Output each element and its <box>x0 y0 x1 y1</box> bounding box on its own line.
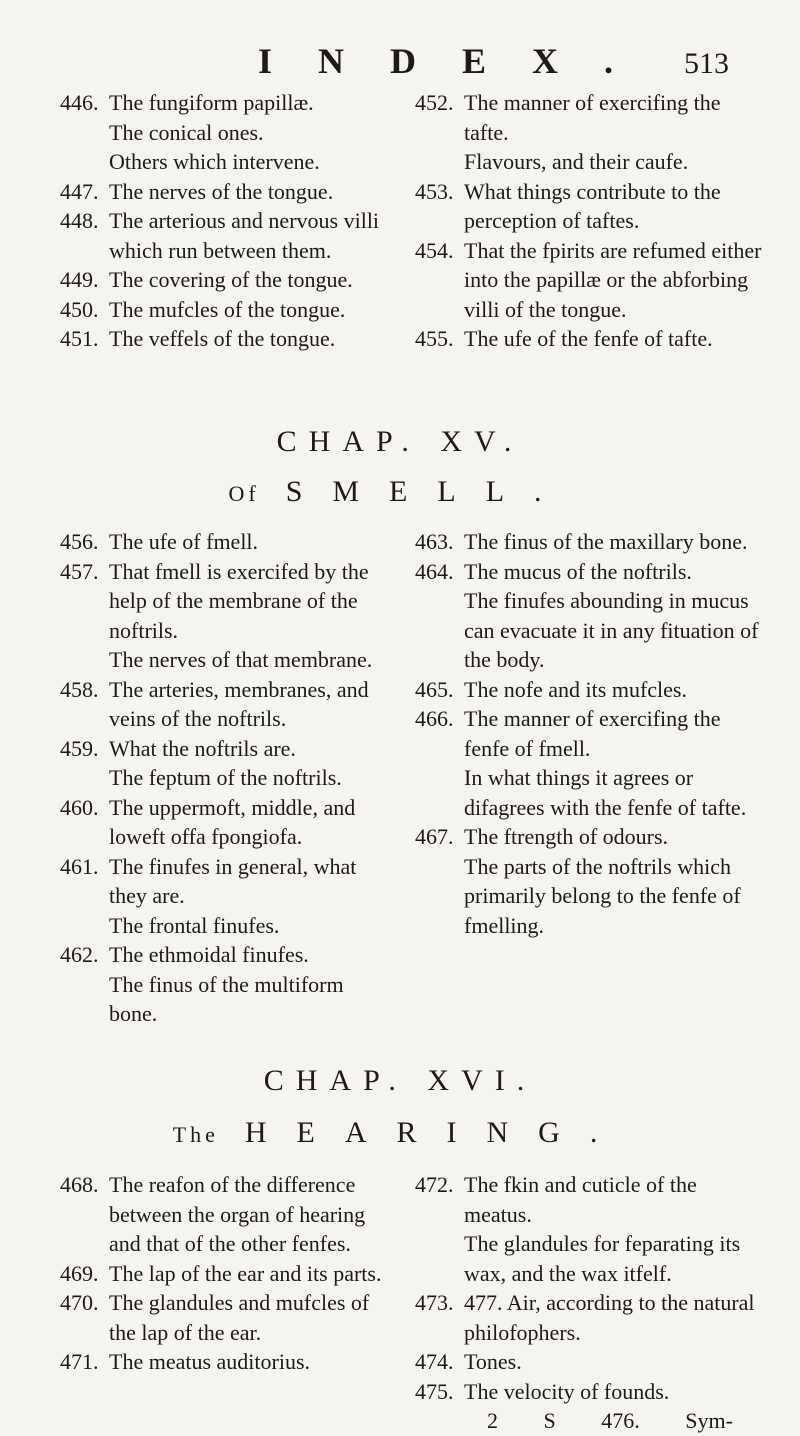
index-entry <box>415 675 765 705</box>
index-entry <box>60 1288 390 1347</box>
entry-text: The covering of the tongue. <box>109 267 353 292</box>
index-entry <box>60 177 390 207</box>
entry-text: The ftrength of odours. <box>464 824 669 849</box>
entry-number: 475. <box>415 1378 454 1404</box>
index-entry <box>60 324 390 354</box>
entry-subtopic: The finus of the multiform bone. <box>109 971 344 1026</box>
entry-text: 477. Air, according to the natural philofophers. <box>464 1290 755 1345</box>
entry-text: The ethmoidal finufes. <box>109 942 309 967</box>
entry-number: 447. <box>60 178 99 204</box>
entry-number: 449. <box>60 267 99 292</box>
running-head <box>0 36 800 86</box>
index-entry <box>415 177 765 236</box>
index-entry <box>60 527 390 557</box>
index-entry <box>415 1377 765 1407</box>
index-entry <box>60 852 390 911</box>
index-entry <box>415 1288 765 1347</box>
entry-text: The finufes in general, what they are. <box>109 853 357 908</box>
entry-number: 448. <box>60 208 99 233</box>
entry-subtopic: The feptum of the noftrils. <box>109 765 342 790</box>
index-entry <box>60 940 390 970</box>
entry-number: 464. <box>415 558 454 584</box>
entry-text: The finus of the maxillary bone. <box>464 529 748 554</box>
column-left <box>60 88 390 354</box>
entry-number: 452. <box>415 90 454 115</box>
entry-number: 463. <box>415 529 454 554</box>
index-entry <box>60 1170 390 1259</box>
entry-number: 471. <box>60 1349 99 1374</box>
entry-subtopic: The finufes abounding in mucus can evacuate it in any fituation of the body. <box>464 588 759 672</box>
entry-text: The fungiform papillæ. <box>109 90 314 115</box>
entry-number: 462. <box>60 942 99 967</box>
index-entry <box>60 1347 390 1377</box>
index-entry <box>415 1347 765 1377</box>
column-left <box>60 527 390 1029</box>
index-entry <box>415 236 765 325</box>
entry-number: 466. <box>415 706 454 731</box>
index-entry <box>60 295 390 325</box>
entry-subtopic: The nerves of that membrane. <box>109 647 373 672</box>
entry-text: The velocity of founds. <box>464 1378 670 1404</box>
entry-subtopic: The frontal finufes. <box>109 912 280 938</box>
entry-number: 473. <box>415 1290 454 1315</box>
subtitle-prefix: The <box>172 1122 219 1147</box>
section-tongue <box>0 88 800 418</box>
index-entry <box>415 704 765 763</box>
index-entry <box>415 324 765 354</box>
running-title: INDEX. <box>258 41 660 81</box>
subtitle-prefix: Of <box>228 481 260 506</box>
section-hearing <box>0 1170 800 1433</box>
entry-number: 461. <box>60 853 99 879</box>
column-right <box>415 527 765 940</box>
entry-number: 458. <box>60 676 99 702</box>
entry-number: 446. <box>60 90 99 115</box>
page-number: 513 <box>684 47 729 80</box>
entry-text: The manner of exercifing the fenfe of fmell. <box>464 706 721 761</box>
entry-number: 454. <box>415 237 454 263</box>
entry-number: 470. <box>60 1290 99 1315</box>
index-entry <box>60 734 390 764</box>
index-entry <box>415 527 765 557</box>
entry-number: 457. <box>60 558 99 584</box>
index-entry <box>415 557 765 587</box>
index-entry <box>60 557 390 646</box>
entry-number: 455. <box>415 326 454 351</box>
entry-subtopic: The parts of the noftrils which primarily belong to the fenfe of fmelling. <box>464 853 741 938</box>
index-entry <box>60 206 390 265</box>
entry-text: The veffels of the tongue. <box>109 326 336 351</box>
index-entry <box>60 88 390 118</box>
entry-text: The uppermoft, middle, and loweft offa fpongiofa. <box>109 794 356 849</box>
entry-number: 456. <box>60 529 99 554</box>
entry-number: 474. <box>415 1349 454 1374</box>
entry-text: The arterious and nervous villi which run between them. <box>109 208 380 263</box>
entry-text: Tones. <box>464 1349 522 1374</box>
index-entry <box>415 88 765 147</box>
entry-text: That fmell is exercifed by the help of the membrane of the noftrils. <box>109 558 369 643</box>
entry-text: The arteries, membranes, and veins of the noftrils. <box>109 676 369 731</box>
catchword: 476. Sym- <box>601 1408 733 1433</box>
entry-subtopic: Others which intervene. <box>109 149 320 174</box>
entry-number: 450. <box>60 296 99 322</box>
entry-text: That the fpirits are refumed either into the papillæ or the abforbing villi of the tongue. <box>464 237 762 322</box>
entry-text: The mucus of the noftrils. <box>464 558 692 584</box>
entry-number: 459. <box>60 735 99 761</box>
index-entry <box>60 1259 390 1289</box>
index-entry <box>415 822 765 852</box>
entry-text: The nerves of the tongue. <box>109 178 334 204</box>
section-smell <box>0 527 800 1057</box>
entry-text: The lap of the ear and its parts. <box>109 1260 382 1286</box>
entry-subtopic: In what things it agrees or difagrees with the fenfe of tafte. <box>464 765 747 820</box>
entry-number: 465. <box>415 676 454 702</box>
subtitle-main: SMELL. <box>285 475 572 508</box>
entry-number: 467. <box>415 824 454 849</box>
column-left <box>60 1170 390 1377</box>
chapter-heading-xv: CHAP. XV. <box>276 425 524 458</box>
chapter-subtitle-hearing <box>0 1116 800 1150</box>
entry-number: 460. <box>60 794 99 820</box>
entry-text: The ufe of the fenfe of tafte. <box>464 326 713 351</box>
entry-text: The mufcles of the tongue. <box>109 296 346 322</box>
entry-number: 469. <box>60 1260 99 1286</box>
index-entry <box>60 265 390 295</box>
index-entry <box>60 675 390 734</box>
entry-number: 451. <box>60 326 99 351</box>
signature-mark: 2 S <box>487 1408 556 1433</box>
entry-number: 472. <box>415 1172 454 1197</box>
entry-subtopic: The glandules for feparating its wax, and the wax itfelf. <box>464 1231 741 1286</box>
index-entry <box>60 793 390 852</box>
entry-text: The nofe and its mufcles. <box>464 676 687 702</box>
entry-subtopic: Flavours, and their caufe. <box>464 149 689 174</box>
subtitle-main: HEARING. <box>244 1116 628 1149</box>
entry-text: What the noftrils are. <box>109 735 296 761</box>
index-entry <box>415 1170 765 1229</box>
entry-number: 468. <box>60 1172 99 1197</box>
chapter-heading-xvi: CHAP. XVI. <box>263 1064 537 1097</box>
entry-text: The reafon of the difference between the organ of hearing and that of the other fenfes. <box>109 1172 366 1256</box>
chapter-subtitle-smell <box>0 475 800 509</box>
column-right <box>415 1170 765 1436</box>
entry-text: The meatus auditorius. <box>109 1349 311 1374</box>
entry-text: The manner of exercifing the tafte. <box>464 90 721 145</box>
entry-number: 453. <box>415 178 454 204</box>
entry-subtopic: The conical ones. <box>109 119 264 145</box>
column-right <box>415 88 765 354</box>
entry-text: The fkin and cuticle of the meatus. <box>464 1172 697 1227</box>
entry-text: The ufe of fmell. <box>109 529 259 554</box>
entry-text: What things contribute to the perception of taftes. <box>464 178 721 233</box>
entry-text: The glandules and mufcles of the lap of the ear. <box>109 1290 370 1345</box>
